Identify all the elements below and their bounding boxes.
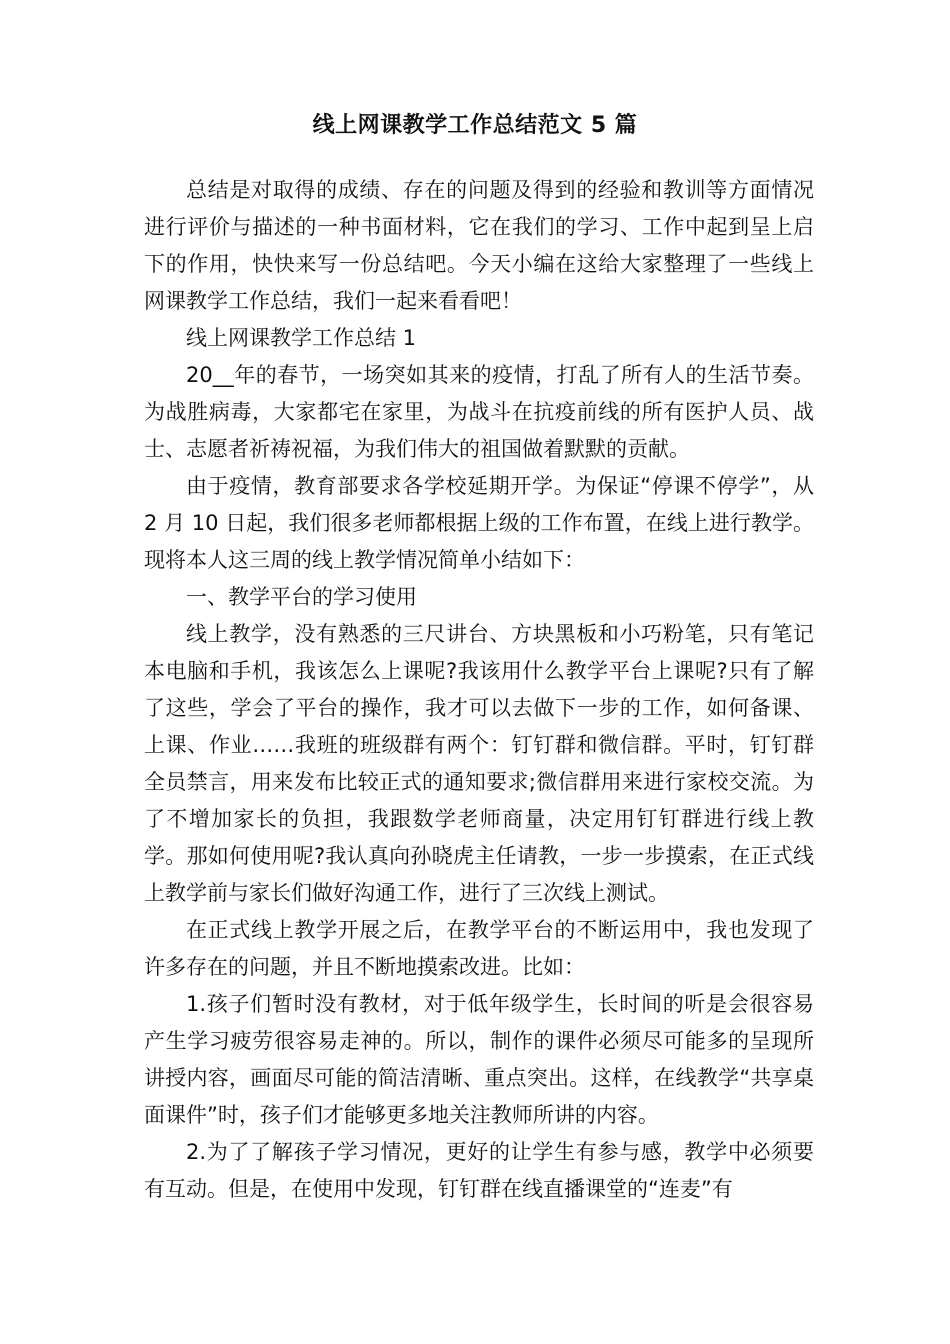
paragraph-problems-found: 在正式线上教学开展之后，在教学平台的不断运用中，我也发现了许多存在的问题，并且不断地摸索改进。比如： [144,918,814,979]
section-heading-summary-1: 线上网课教学工作总结 1 [186,326,417,350]
list-item-1: 1.孩子们暂时没有教材，对于低年级学生，长时间的听是会很容易产生学习疲劳很容易走神的。所以，制作的课件必须尽可能多的呈现所讲授内容，画面尽可能的简洁清晰、重点突出。这样，在线教学“共享桌面课件”时，孩子们才能够更多地关注教师所讲的内容。 [144,992,814,1127]
intro-paragraph: 总结是对取得的成绩、存在的问题及得到的经验和教训等方面情况进行评价与描述的一种书面材料，它在我们的学习、工作中起到呈上启下的作用，快快来写一份总结吧。今天小编在这给大家整理了一些线上网课教学工作总结，我们一起来看看吧！ [144,178,814,313]
list-item-2: 2.为了了解孩子学习情况，更好的让学生有参与感，教学中必须要有互动。但是，在使用中发现，钉钉群在线直播课堂的“连麦”有 [144,1140,814,1201]
document-body [144,172,814,1208]
paragraph-online-teaching: 线上教学，没有熟悉的三尺讲台、方块黑板和小巧粉笔，只有笔记本电脑和手机，我该怎么上课呢?我该用什么教学平台上课呢?只有了解了这些，学会了平台的操作，我才可以去做下一步的工作，如何备课、上课、作业……我班的班级群有两个：钉钉群和微信群。平时，钉钉群全员禁言，用来发布比较正式的通知要求;微信群用来进行家校交流。为了不增加家长的负担，我跟数学老师商量，决定用钉钉群进行线上教学。那如何使用呢?我认真向孙晓虎主任请教，一步一步摸索，在正式线上教学前与家长们做好沟通工作，进行了三次线上测试。 [144,622,814,905]
paragraph-school-delay: 由于疫情，教育部要求各学校延期开学。为保证“停课不停学”，从 2 月 10 日起，我们很多老师都根据上级的工作布置，在线上进行教学。现将本人这三周的线上教学情况简单小结如下： [144,474,814,572]
document-title: 线上网课教学工作总结范文 5 篇 [312,113,638,138]
paragraph-spring-festival: 20__年的春节，一场突如其来的疫情，打乱了所有人的生活节奏。为战胜病毒，大家都宅在家里，为战斗在抗疫前线的所有医护人员、战士、志愿者祈祷祝福，为我们伟大的祖国做着默默的贡献。 [144,363,814,461]
subheading-platform-usage: 一、教学平台的学习使用 [186,585,417,609]
